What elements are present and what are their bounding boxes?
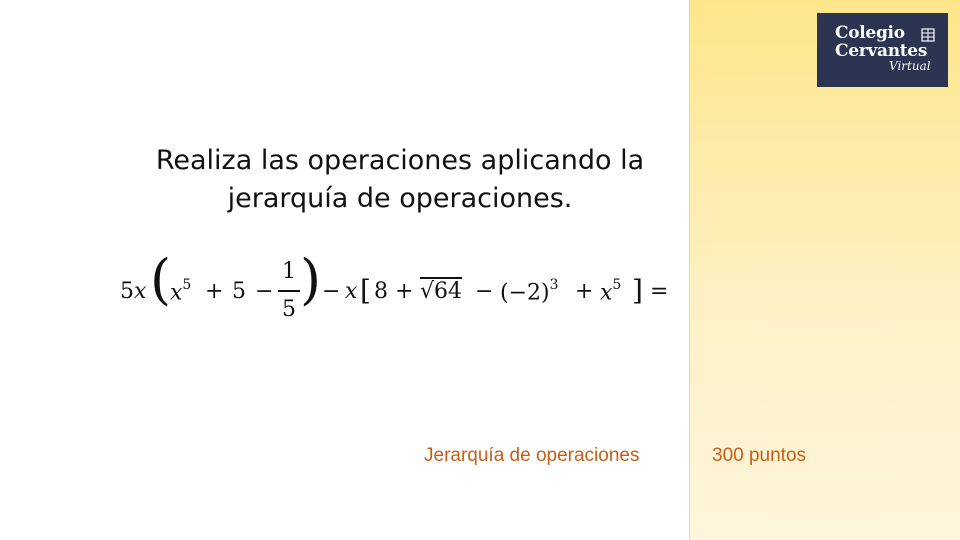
eq-close-bracket: ] bbox=[632, 274, 643, 307]
eq-plus3: + bbox=[575, 279, 594, 304]
title-line-1: Realiza las operaciones aplicando la bbox=[155, 145, 645, 176]
eq-x4: $x^5$ bbox=[600, 277, 622, 306]
eq-x2: $x^5$ bbox=[170, 277, 192, 306]
frac-bar bbox=[278, 290, 300, 292]
eq-fraction bbox=[278, 256, 300, 326]
eq-equals: = bbox=[650, 279, 669, 304]
eq-coef: 5 bbox=[120, 279, 134, 304]
eq-minus1: − bbox=[255, 279, 274, 304]
logo-line3: Virtual bbox=[889, 59, 931, 73]
logo-line1: Colegio bbox=[835, 23, 905, 43]
footer-points: 300 puntos bbox=[712, 445, 807, 466]
eq-x1: x bbox=[134, 279, 147, 304]
eq-x3: x bbox=[345, 279, 358, 304]
slide-title bbox=[100, 142, 700, 218]
title-line-2: jerarquía de operaciones. bbox=[227, 183, 573, 214]
crest-icon bbox=[921, 28, 935, 42]
eq-plus2: + bbox=[395, 279, 414, 304]
school-logo bbox=[817, 13, 948, 87]
eq-five: 5 bbox=[232, 279, 246, 304]
eq-sqrt: √64 bbox=[420, 279, 463, 304]
eq-eight: 8 bbox=[374, 279, 388, 304]
logo-line2: Cervantes bbox=[835, 41, 928, 61]
eq-minus2: − bbox=[322, 279, 341, 304]
math-equation bbox=[120, 248, 690, 334]
eq-open-paren: ( bbox=[150, 248, 172, 311]
eq-minus3: − bbox=[475, 279, 494, 304]
frac-numerator: 1 bbox=[282, 259, 296, 284]
eq-neg-two: $(-2)^3$ bbox=[500, 277, 559, 306]
frac-denominator: 5 bbox=[282, 297, 296, 322]
eq-plus1: + bbox=[205, 279, 224, 304]
eq-close-paren: ) bbox=[300, 248, 322, 311]
eq-open-bracket: [ bbox=[360, 274, 371, 307]
footer-topic: Jerarquía de operaciones bbox=[424, 445, 640, 466]
